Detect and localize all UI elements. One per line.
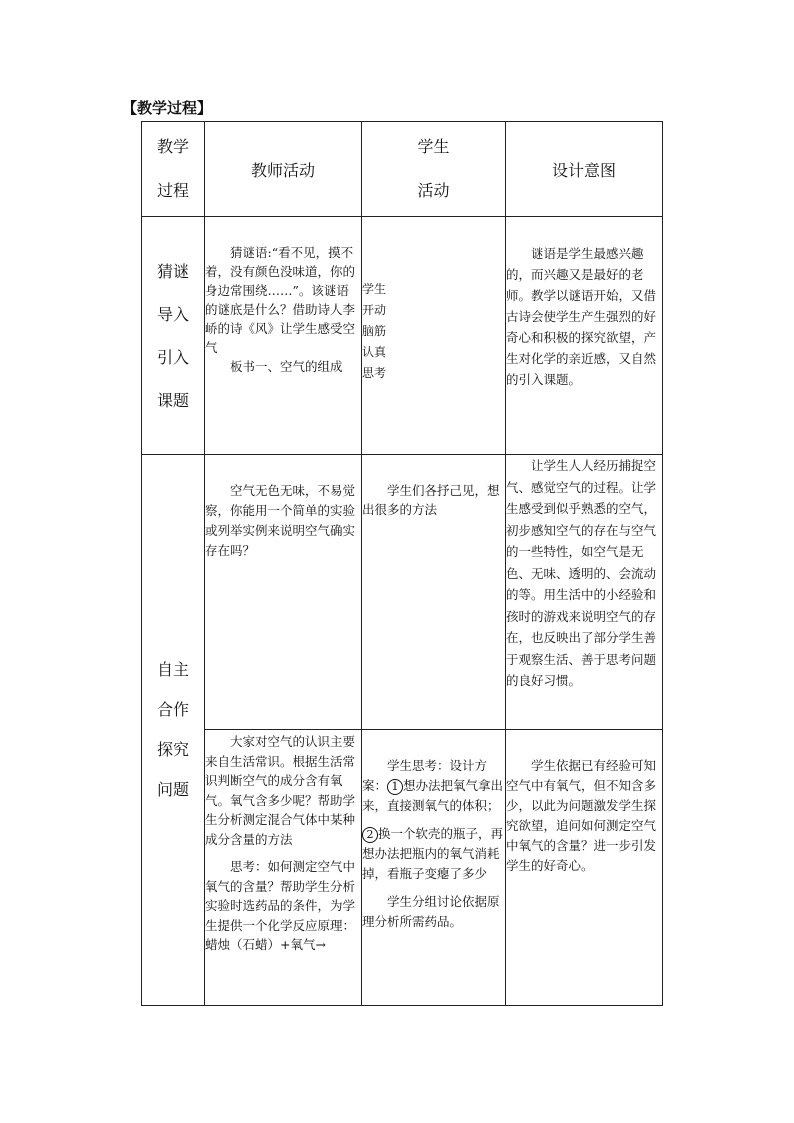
section-title: 【教学过程】 xyxy=(122,99,213,117)
header-design-intent: 设计意图 xyxy=(506,122,663,217)
stage-label: 课题 xyxy=(156,390,189,410)
student-activity-text: 认真 xyxy=(362,345,387,359)
student-plan-option: 想办法把氧气拿出来，直接测氧气的体积； xyxy=(362,778,504,813)
student-activity-text: 学生们各抒己见，想出很多的方法 xyxy=(362,483,500,517)
lesson-process-table xyxy=(141,121,663,1006)
teacher-activity-cell xyxy=(205,455,362,730)
student-activity-cell xyxy=(362,730,506,1006)
table-row xyxy=(142,217,663,455)
header-stage xyxy=(142,122,205,217)
stage-label: 引入 xyxy=(156,347,189,367)
stage-label: 自主 xyxy=(156,660,189,679)
teacher-activity-cell xyxy=(205,217,362,455)
student-plan-option: 换一个软壳的瓶子，再想办法把瓶内的氧气消耗掉，看瓶子变瘪了多少 xyxy=(362,826,504,881)
stage-cell xyxy=(142,455,205,1006)
stage-label: 问题 xyxy=(156,780,189,799)
stage-label: 合作 xyxy=(156,700,189,719)
stage-label: 探究 xyxy=(156,740,189,759)
student-plan-intro: 学生思考：设计方案： xyxy=(362,758,488,793)
design-intent-cell xyxy=(506,455,663,730)
student-activity-text: 学生 xyxy=(362,282,387,296)
teacher-activity-text: 思考：如何测定空气中氧气的含量？帮助学生分析实验时选药品的条件，为学生提供一个化学反应原理：蜡烛（石蜡）+氧气→ xyxy=(205,859,356,952)
circled-number-one: 1 xyxy=(387,779,403,795)
student-activity-text: 思考 xyxy=(362,366,387,380)
teacher-activity-cell xyxy=(205,730,362,1006)
student-activity-text: 学生分组讨论依据原理分析所需药品。 xyxy=(362,894,500,929)
teacher-activity-text: 空气无色无味，不易觉察，你能用一个简单的实验或列举实例来说明空气确实存在吗？ xyxy=(205,483,356,558)
stage-label: 导入 xyxy=(156,304,189,324)
table-row xyxy=(142,455,663,730)
circled-number-two: 2 xyxy=(362,827,378,843)
header-student-activity xyxy=(362,122,506,217)
student-activity-text: 开动 xyxy=(362,303,387,317)
design-intent-cell xyxy=(506,217,663,455)
table-row xyxy=(142,730,663,1006)
design-intent-text: 让学生人人经历捕捉空气、感觉空气的过程。让学生感受到似乎熟悉的空气，初步感知空气的存在与空气的一些特性，如空气是无色、无味、透明的、会流动的等。用生活中的小经验和孩时的游戏来说明空气的存在，也反映出了部分学生善于观察生活、善于思考问题的良好习惯。 xyxy=(506,458,657,688)
header-student-line: 学生 xyxy=(417,137,450,156)
teacher-activity-text: 猜谜语:“看不见，摸不着，没有颜色没味道，你的身边常围绕……”。该谜语的谜底是什么？借助诗人李峤的诗《风》让学生感受空气 xyxy=(205,245,356,355)
teacher-activity-text: 板书一、空气的组成 xyxy=(230,359,343,374)
header-stage-line: 过程 xyxy=(156,181,189,200)
design-intent-text: 谜语是学生最感兴趣的，而兴趣又是最好的老师。教学以谜语开始，又借古诗会使学生产生强烈的好奇心和积极的探究欲望，产生对化学的亲近感，又自然的引入课题。 xyxy=(506,246,657,387)
student-activity-cell xyxy=(362,455,506,730)
design-intent-cell xyxy=(506,730,663,1006)
header-teacher-activity: 教师活动 xyxy=(205,122,362,217)
stage-cell xyxy=(142,217,205,455)
header-student-line: 活动 xyxy=(417,181,450,200)
design-intent-text: 学生依据已有经验可知空气中有氧气，但不知含多少，以此为问题激发学生探究欲望，追问如何测定空气中氧气的含量？进一步引发学生的好奇心。 xyxy=(506,758,657,873)
header-stage-line: 教学 xyxy=(156,137,189,156)
stage-label: 猜谜 xyxy=(156,261,189,281)
student-activity-cell xyxy=(362,217,506,455)
teacher-activity-text: 大家对空气的认识主要来自生活常识。根据生活常识判断空气的成分含有氧气。氧气含多少呢？帮助学生分析测定混合气体中某种成分含量的方法 xyxy=(205,734,356,847)
table-header-row xyxy=(142,122,663,217)
student-activity-text: 脑筋 xyxy=(362,324,387,338)
